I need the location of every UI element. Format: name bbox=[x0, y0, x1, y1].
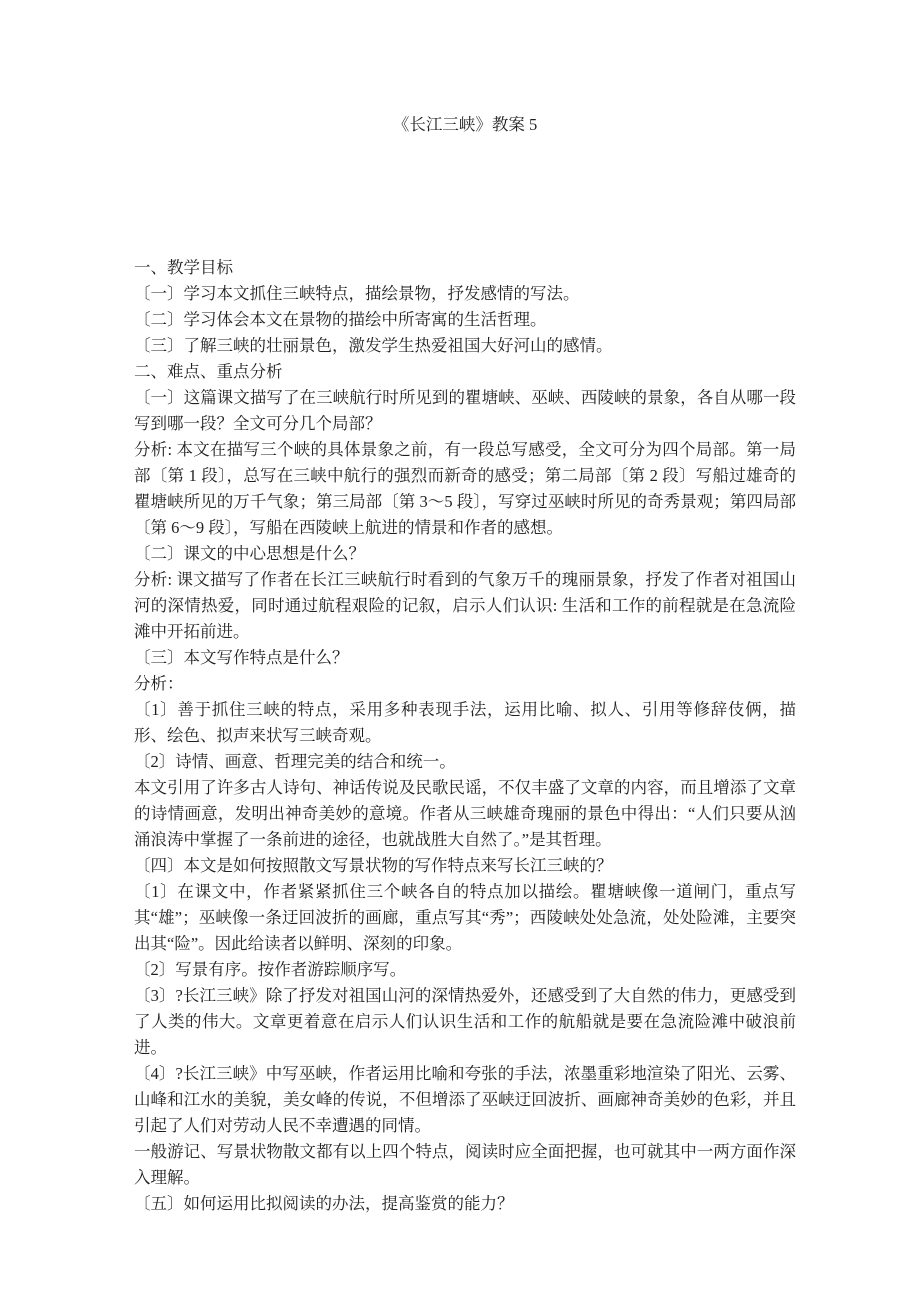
paragraph: 〔3〕?长江三峡》除了抒发对祖国山河的深情热爱外，还感受到了大自然的伟力，更感受到了人类的伟大。文章更着意在启示人们认识生活和工作的航船就是要在急流险滩中破浪前进。 bbox=[134, 986, 796, 1057]
paragraph: 二、难点、重点分析 bbox=[134, 362, 283, 381]
paragraph: 〔三〕本文写作特点是什么？ bbox=[134, 648, 349, 667]
paragraph: 〔五〕如何运用比拟阅读的办法，提高鉴赏的能力？ bbox=[134, 1194, 514, 1213]
document-column bbox=[134, 112, 796, 1217]
paragraph: 一、教学目标 bbox=[134, 258, 233, 277]
paragraph: 〔四〕本文是如何按照散文写景状物的写作特点来写长江三峡的？ bbox=[134, 856, 613, 875]
paragraph: 〔1〕在课文中，作者紧紧抓住三个峡各自的特点加以描绘。瞿塘峡像一道闸门，重点写其“雄”；巫峡像一条迂回波折的画廊，重点写其“秀”；西陵峡处处急流，处处险滩，主要突出其“险”。因此给读者以鲜明、深刻的印象。 bbox=[134, 882, 796, 953]
paragraph: 〔三〕了解三峡的壮丽景色，激发学生热爱祖国大好河山的感情。 bbox=[134, 336, 613, 355]
paragraph: 一般游记、写景状物散文都有以上四个特点，阅读时应全面把握，也可就其中一两方面作深入理解。 bbox=[134, 1142, 796, 1187]
document-body bbox=[134, 255, 796, 1217]
paragraph: 〔二〕学习体会本文在景物的描绘中所寄寓的生活哲理。 bbox=[134, 310, 547, 329]
paragraph: 〔一〕这篇课文描写了在三峡航行时所见到的瞿塘峡、巫峡、西陵峡的景象，各自从哪一段写到哪一段？全文可分几个局部？ bbox=[134, 388, 796, 433]
paragraph: 〔一〕学习本文抓住三峡特点，描绘景物，抒发感情的写法。 bbox=[134, 284, 580, 303]
paragraph: 〔2〕写景有序。按作者游踪顺序写。 bbox=[134, 960, 407, 979]
paragraph: 分析: 课文描写了作者在长江三峡航行时看到的气象万千的瑰丽景象，抒发了作者对祖国山河的深情热爱，同时通过航程艰险的记叙，启示人们认识: 生活和工作的前程就是在急流险滩中开拓前进。 bbox=[134, 570, 796, 641]
paragraph: 〔1〕善于抓住三峡的特点，采用多种表现手法，运用比喻、拟人、引用等修辞伎俩，描形、绘色、拟声来状写三峡奇观。 bbox=[134, 700, 796, 745]
paragraph: 本文引用了许多古人诗句、神话传说及民歌民谣，不仅丰盛了文章的内容，而且增添了文章的诗情画意，发明出神奇美妙的意境。作者从三峡雄奇瑰丽的景色中得出：“人们只要从汹涌浪涛中掌握了一条前进的途径，也就战胜大自然了。”是其哲理。 bbox=[134, 778, 796, 849]
paragraph: 〔4〕?长江三峡》中写巫峡，作者运用比喻和夸张的手法，浓墨重彩地渲染了阳光、云雾、山峰和江水的美貌，美女峰的传说，不但增添了巫峡迂回波折、画廊神奇美妙的色彩，并且引起了人们对劳动人民不幸遭遇的同情。 bbox=[134, 1064, 796, 1135]
paragraph: 〔二〕课文的中心思想是什么？ bbox=[134, 544, 365, 563]
document-title: 《长江三峡》教案 5 bbox=[392, 115, 538, 134]
paragraph: 〔2〕诗情、画意、哲理完美的结合和统一。 bbox=[134, 752, 456, 771]
paragraph: 分析： bbox=[134, 674, 184, 693]
paragraph: 分析: 本文在描写三个峡的具体景象之前，有一段总写感受，全文可分为四个局部。第一局部〔第 1 段〕，总写在三峡中航行的强烈而新奇的感受；第二局部〔第 2 段〕写船过雄奇的瞿塘峡所见的万千气象；第三局部〔第 3～5 段〕，写穿过巫峡时所见的奇秀景观；第四局部〔第 6～9 段〕，写船在西陵峡上航进的情景和作者的感想。 bbox=[134, 440, 796, 537]
